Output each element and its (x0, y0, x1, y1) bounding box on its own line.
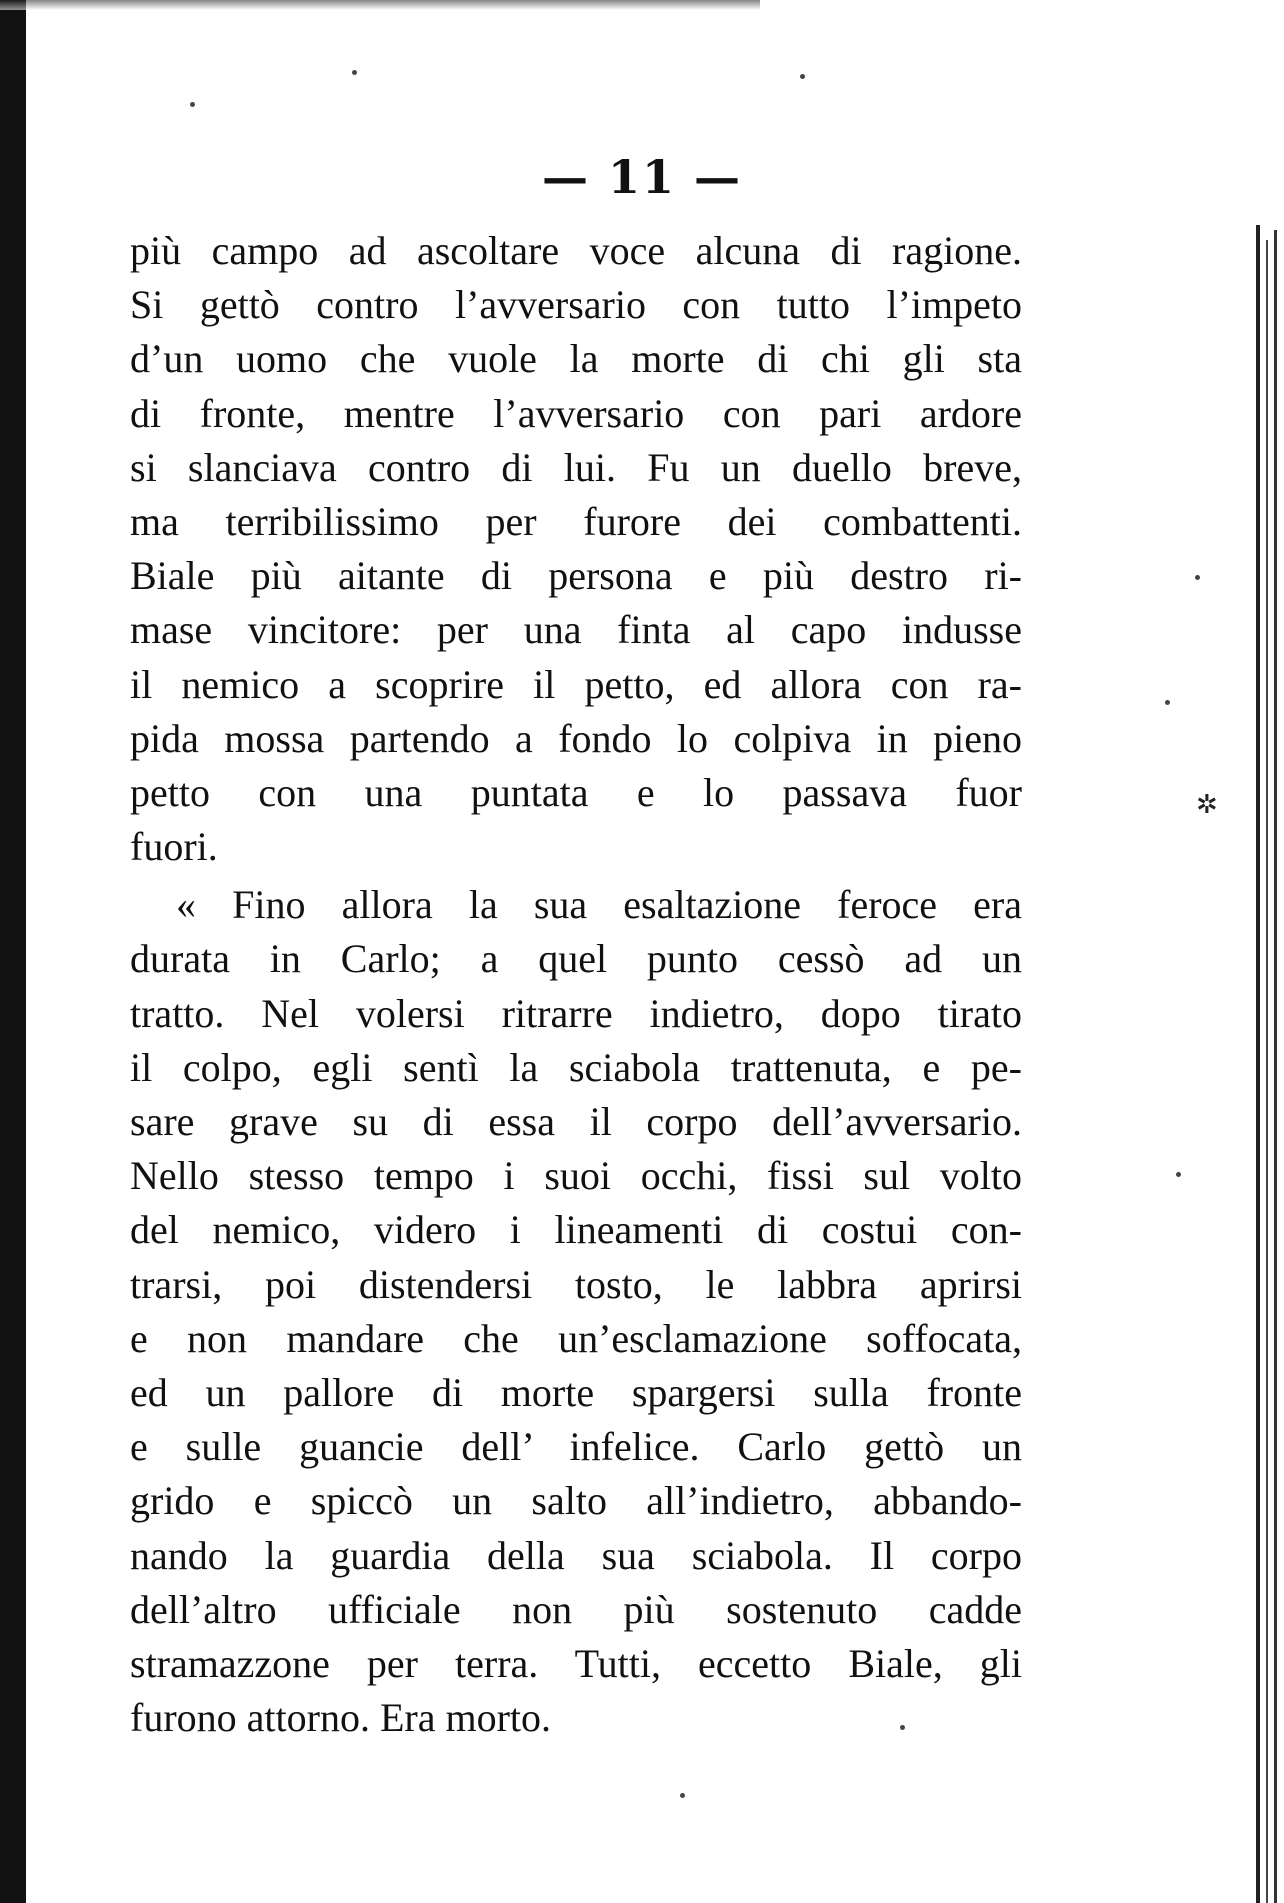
paragraph (130, 224, 1022, 874)
gutter-line (1266, 240, 1268, 1903)
text-line: il nemico a scoprire il petto, ed allora con ra- (130, 661, 1022, 707)
text-line: mase vincitore: per una finta al capo indusse (130, 607, 1022, 653)
text-line: Nello stesso tempo i suoi occhi, fissi sul volto (130, 1153, 1022, 1199)
text-line: sare grave su di essa il corpo dell’avversario. (130, 1099, 1022, 1144)
text-line: stramazzone per terra. Tutti, eccetto Biale, gli (130, 1640, 1022, 1686)
text-line: ed un pallore di morte spargersi sulla fronte (130, 1369, 1022, 1415)
text-line: il colpo, egli sentì la sciabola trattenuta, e pe- (130, 1044, 1022, 1090)
text-line: grido e spiccò un salto all’indietro, abbando- (130, 1478, 1022, 1524)
scan-speck (1165, 700, 1170, 705)
scan-speck (1195, 575, 1200, 580)
scan-speck (1176, 1172, 1181, 1177)
text-line: Si gettò contro l’avversario con tutto l’impeto (130, 282, 1022, 328)
paragraph (130, 878, 1022, 1745)
page-number: — 11 — (541, 150, 743, 204)
text-line: ma terribilissimo per furore dei combattenti. (130, 498, 1022, 544)
gutter-line (1256, 225, 1260, 1903)
text-line: del nemico, videro i lineamenti di costui con- (130, 1207, 1022, 1253)
text-line: Biale più aitante di persona e più destro ri- (130, 553, 1022, 599)
scan-speck (800, 74, 805, 79)
text-line: d’un uomo che vuole la morte di chi gli sta (130, 336, 1022, 382)
gutter-line (1274, 230, 1277, 1903)
text-line: dell’altro ufficiale non più sostenuto cadde (130, 1586, 1022, 1632)
scan-speck (680, 1793, 685, 1798)
text-line: di fronte, mentre l’avversario con pari ardore (130, 390, 1022, 436)
scan-speck (352, 70, 357, 75)
text-line: fuori. (130, 824, 218, 870)
binding-shadow (0, 0, 26, 1903)
text-line: petto con una puntata e lo passava fuor (130, 769, 1022, 815)
text-line: pida mossa partendo a fondo lo colpiva in pieno (130, 715, 1022, 761)
ornament-mark-icon: ✲ (1196, 790, 1218, 820)
text-line: nando la guardia della sua sciabola. Il corpo (130, 1532, 1022, 1578)
scan-speck (190, 102, 195, 107)
text-line: più campo ad ascoltare voce alcuna di ragione. (130, 228, 1022, 273)
text-line: « Fino allora la sua esaltazione feroce era (176, 882, 1022, 928)
text-line: si slanciava contro di lui. Fu un duello breve, (130, 444, 1022, 490)
text-line: e sulle guancie dell’ infelice. Carlo gettò un (130, 1424, 1022, 1470)
text-line: furono attorno. Era morto. (130, 1695, 551, 1741)
text-line: durata in Carlo; a quel punto cessò ad un (130, 936, 1022, 982)
body-text (130, 224, 1022, 1745)
text-line: e non mandare che un’esclamazione soffocata, (130, 1315, 1022, 1361)
text-line: tratto. Nel volersi ritrarre indietro, dopo tirato (130, 990, 1022, 1036)
top-edge-shadow (0, 0, 760, 10)
text-line: trarsi, poi distendersi tosto, le labbra aprirsi (130, 1261, 1022, 1307)
